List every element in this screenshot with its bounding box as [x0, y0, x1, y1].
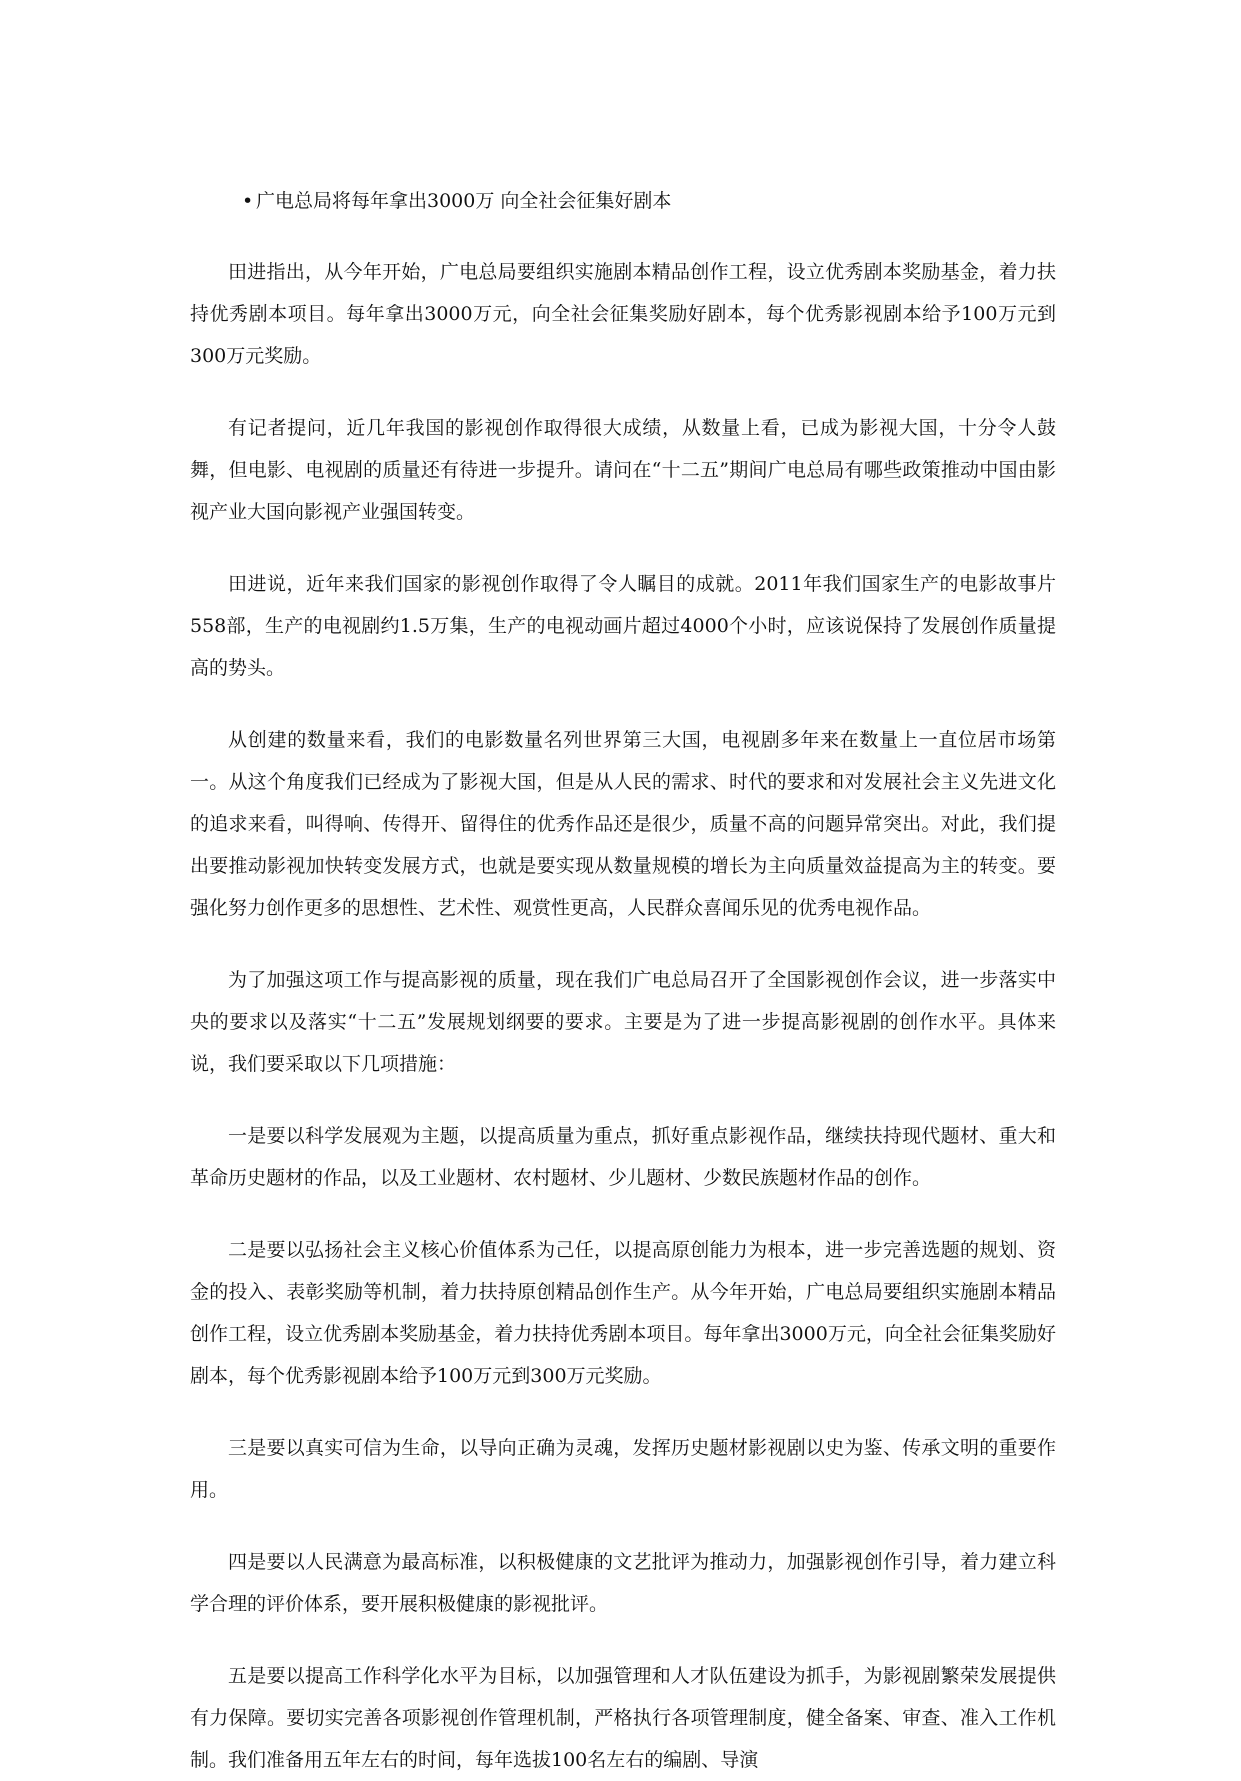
article-heading-text: 广电总局将每年拿出3000万 向全社会征集好剧本 — [256, 190, 672, 212]
bullet-icon: • — [242, 190, 254, 212]
paragraph-8: 三是要以真实可信为生命，以导向正确为灵魂，发挥历史题材影视剧以史为鉴、传承文明的重要作用。 — [190, 1437, 1056, 1501]
paragraph-3: 田进说，近年来我们国家的影视创作取得了令人瞩目的成就。2011年我们国家生产的电影故事片558部，生产的电视剧约1.5万集，生产的电视动画片超过4000个小时，应该说保持了发展创作质量提高的势头。 — [190, 573, 1056, 679]
paragraph-2: 有记者提问，近几年我国的影视创作取得很大成绩，从数量上看，已成为影视大国，十分令人鼓舞，但电影、电视剧的质量还有待进一步提升。请问在“十二五”期间广电总局有哪些政策推动中国由影视产业大国向影视产业强国转变。 — [190, 417, 1056, 523]
article-body — [190, 180, 1056, 1781]
paragraph-9: 四是要以人民满意为最高标准，以积极健康的文艺批评为推动力，加强影视创作引导，着力建立科学合理的评价体系，要开展积极健康的影视批评。 — [190, 1551, 1056, 1615]
paragraph-4: 从创建的数量来看，我们的电影数量名列世界第三大国，电视剧多年来在数量上一直位居市场第一。从这个角度我们已经成为了影视大国，但是从人民的需求、时代的要求和对发展社会主义先进文化的追求来看，叫得响、传得开、留得住的优秀作品还是很少，质量不高的问题异常突出。对此，我们提出要推动影视加快转变发展方式，也就是要实现从数量规模的增长为主向质量效益提高为主的转变。要强化努力创作更多的思想性、艺术性、观赏性更高，人民群众喜闻乐见的优秀电视作品。 — [190, 729, 1056, 919]
article-heading — [190, 180, 1056, 222]
paragraph-6: 一是要以科学发展观为主题，以提高质量为重点，抓好重点影视作品，继续扶持现代题材、重大和革命历史题材的作品，以及工业题材、农村题材、少儿题材、少数民族题材作品的创作。 — [190, 1125, 1056, 1189]
paragraph-5: 为了加强这项工作与提高影视的质量，现在我们广电总局召开了全国影视创作会议，进一步落实中央的要求以及落实“十二五”发展规划纲要的要求。主要是为了进一步提高影视剧的创作水平。具体来说，我们要采取以下几项措施： — [190, 969, 1056, 1075]
paragraph-1: 田进指出，从今年开始，广电总局要组织实施剧本精品创作工程，设立优秀剧本奖励基金，着力扶持优秀剧本项目。每年拿出3000万元，向全社会征集奖励好剧本，每个优秀影视剧本给予100万元到300万元奖励。 — [190, 261, 1056, 367]
paragraph-10: 五是要以提高工作科学化水平为目标，以加强管理和人才队伍建设为抓手，为影视剧繁荣发展提供有力保障。要切实完善各项影视创作管理机制，严格执行各项管理制度，健全备案、审查、准入工作机制。我们准备用五年左右的时间，每年选拔100名左右的编剧、导演 — [190, 1665, 1056, 1771]
paragraph-7: 二是要以弘扬社会主义核心价值体系为己任，以提高原创能力为根本，进一步完善选题的规划、资金的投入、表彰奖励等机制，着力扶持原创精品创作生产。从今年开始，广电总局要组织实施剧本精品创作工程，设立优秀剧本奖励基金，着力扶持优秀剧本项目。每年拿出3000万元，向全社会征集奖励好剧本，每个优秀影视剧本给予100万元到300万元奖励。 — [190, 1239, 1056, 1387]
